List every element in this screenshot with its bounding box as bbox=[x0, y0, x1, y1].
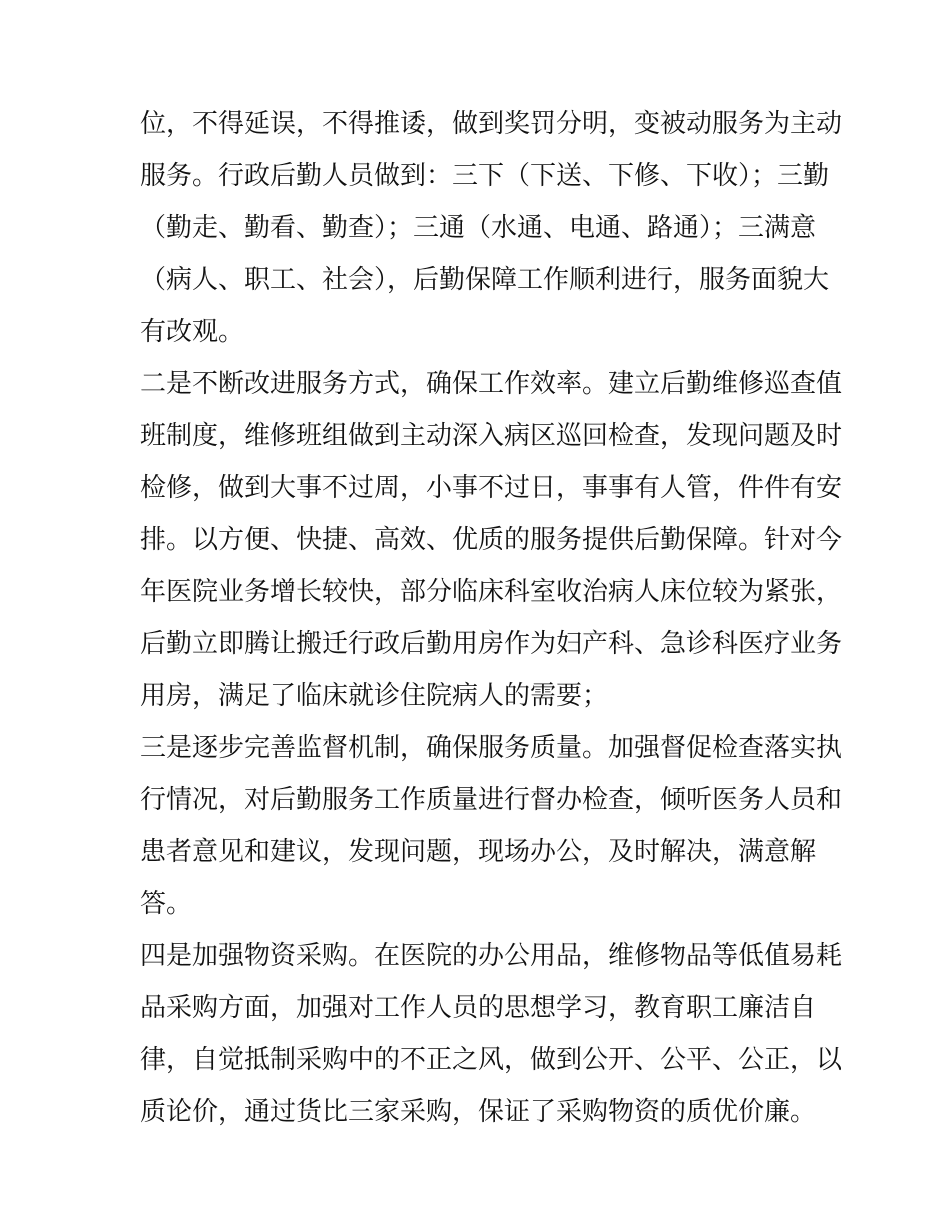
text-line: 四是加强物资采购。在医院的办公用品，维修物品等低值易耗 bbox=[140, 941, 843, 971]
document-body bbox=[140, 98, 843, 1138]
text-line: 律，自觉抵制采购中的不正之风，做到公开、公平、公正，以 bbox=[140, 1045, 843, 1075]
text-line: 有改观。 bbox=[140, 317, 245, 347]
text-line: 年医院业务增长较快，部分临床科室收治病人床位较为紧张， bbox=[140, 577, 843, 607]
text-line: （病人、职工、社会），后勤保障工作顺利进行，服务面貌大 bbox=[140, 265, 830, 295]
text-line: 质论价，通过货比三家采购，保证了采购物资的质优价廉。 bbox=[140, 1097, 817, 1127]
text-line: 用房，满足了临床就诊住院病人的需要； bbox=[140, 681, 609, 711]
text-line: 二是不断改进服务方式，确保工作效率。建立后勤维修巡查值 bbox=[140, 369, 843, 399]
text-line: 服务。行政后勤人员做到：三下（下送、下修、下收）；三勤 bbox=[140, 161, 830, 191]
text-line: 患者意见和建议，发现问题，现场办公，及时解决，满意解 bbox=[140, 837, 817, 867]
text-line: 三是逐步完善监督机制，确保服务质量。加强督促检查落实执 bbox=[140, 733, 843, 763]
text-line: （勤走、勤看、勤查）；三通（水通、电通、路通）；三满意 bbox=[140, 213, 817, 243]
text-line: 答。 bbox=[140, 889, 193, 919]
text-line: 排。以方便、快捷、高效、优质的服务提供后勤保障。针对今 bbox=[140, 525, 843, 555]
text-line: 行情况，对后勤服务工作质量进行督办检查，倾听医务人员和 bbox=[140, 785, 843, 815]
text-line: 检修，做到大事不过周，小事不过日，事事有人管，件件有安 bbox=[140, 473, 843, 503]
text-line: 后勤立即腾让搬迁行政后勤用房作为妇产科、急诊科医疗业务 bbox=[140, 629, 843, 659]
text-line: 位，不得延误，不得推诿，做到奖罚分明，变被动服务为主动 bbox=[140, 109, 843, 139]
text-line: 品采购方面，加强对工作人员的思想学习，教育职工廉洁自 bbox=[140, 993, 817, 1023]
text-line: 班制度，维修班组做到主动深入病区巡回检查，发现问题及时 bbox=[140, 421, 843, 451]
